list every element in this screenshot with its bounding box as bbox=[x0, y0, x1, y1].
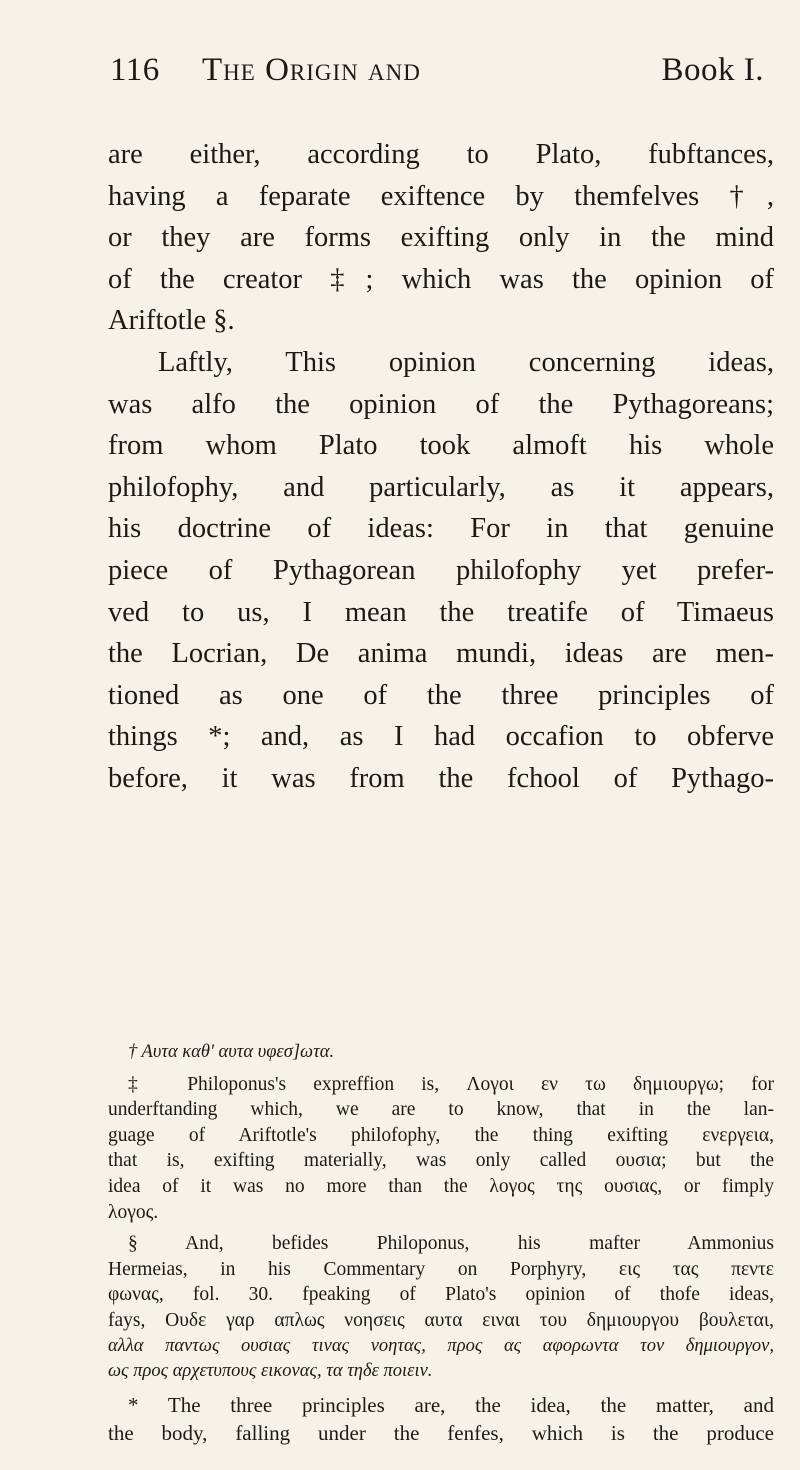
footnote-line: guage of Ariftotle's philofophy, the thing exifting ενεργεια, bbox=[108, 1124, 774, 1146]
footnote-line: λογος. bbox=[108, 1201, 159, 1223]
footnote-line: underftanding which, we are to know, that in the lan- bbox=[108, 1099, 774, 1121]
text-line: piece of Pythagorean philofophy yet prefer- bbox=[108, 554, 774, 586]
footnote-line: φωνας, fol. 30. fpeaking of Plato's opinion of thofe ideas, bbox=[108, 1284, 774, 1306]
footnote-line: idea of it was no more than the λογος της ουσιας, or fimply bbox=[108, 1175, 774, 1197]
text-line: of the creator ‡; which was the opinion of bbox=[108, 263, 774, 295]
text-line: the Locrian, De anima mundi, ideas are men- bbox=[108, 638, 774, 670]
footnote-double-dagger: ‡ Philoponus's expreffion is, Λογοι εν τω δημιουργω; for bbox=[128, 1073, 774, 1095]
main-text bbox=[108, 134, 774, 800]
footnote-line: the body, falling under the fenfes, which is the produce bbox=[108, 1420, 774, 1445]
text-line: from whom Plato took almoft his whole bbox=[108, 430, 774, 462]
footnote-line: αλλα παντως ουσιας τινας νοητας, προς ας αφορωντα τον δημιουργον, bbox=[108, 1335, 774, 1356]
text-line: philofophy, and particularly, as it appears, bbox=[108, 471, 774, 503]
text-line: Laftly, This opinion concerning ideas, bbox=[158, 346, 774, 378]
page-header bbox=[110, 52, 770, 112]
text-line: was alfo the opinion of the Pythagoreans; bbox=[108, 388, 774, 420]
running-title: The Origin and bbox=[202, 52, 421, 88]
footnote-line: ως προς αρχετυπους εικονας, τα τηδε ποιειν. bbox=[108, 1361, 433, 1382]
footnote-line: that is, exifting materially, was only called ουσια; but the bbox=[108, 1150, 774, 1172]
text-line: Ariftotle §. bbox=[108, 305, 235, 337]
page-number: 116 bbox=[110, 52, 160, 88]
footnote-dagger: † Αυτα καθ' αυτα υφεσ]ωτα. bbox=[128, 1042, 335, 1062]
footnote-line: fays, Ουδε γαρ απλως νοησεις αυτα ειναι του δημιουργου βουλεται, bbox=[108, 1309, 774, 1331]
text-line: or they are forms exifting only in the mind bbox=[108, 222, 774, 254]
book-label: Book I. bbox=[661, 52, 764, 88]
text-line: having a feparate exiftence by themfelves †, bbox=[108, 180, 774, 212]
text-line: things *; and, as I had occafion to obferve bbox=[108, 721, 774, 753]
footnote-line: Hermeias, in his Commentary on Porphyry, εις τας πεντε bbox=[108, 1258, 774, 1280]
text-line: tioned as one of the three principles of bbox=[108, 679, 774, 711]
footnotes bbox=[108, 1040, 774, 1447]
text-line: his doctrine of ideas: For in that genuine bbox=[108, 513, 774, 545]
text-line: before, it was from the fchool of Pythago- bbox=[108, 762, 774, 794]
footnote-section: § And, befides Philoponus, his mafter Ammonius bbox=[128, 1233, 774, 1255]
text-line: ved to us, I mean the treatife of Timaeus bbox=[108, 596, 774, 628]
text-line: are either, according to Plato, fubftances, bbox=[108, 139, 774, 170]
footnote-asterisk: * The three principles are, the idea, the matter, and bbox=[128, 1392, 774, 1417]
